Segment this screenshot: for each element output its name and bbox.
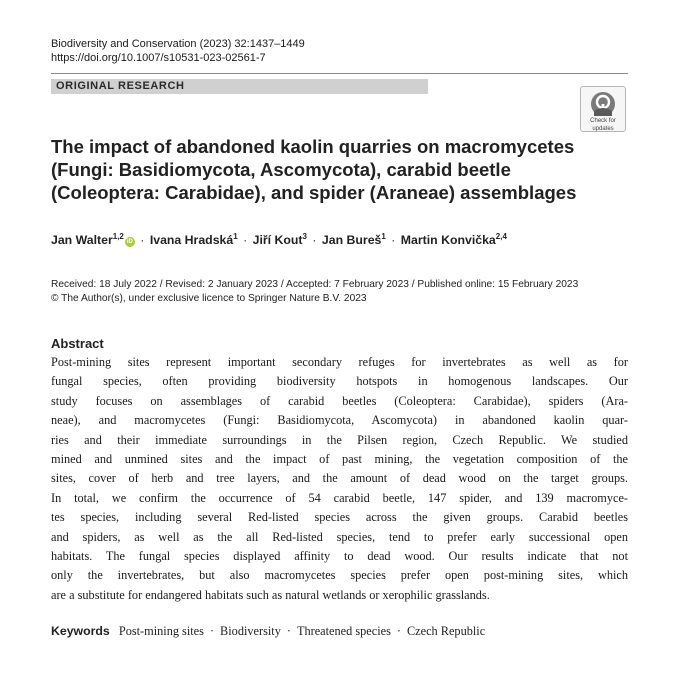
keyword-separator: · xyxy=(209,624,215,638)
title-line: The impact of abandoned kaolin quarries on macromycetes xyxy=(51,136,575,157)
header-rule xyxy=(51,73,628,74)
author-affiliation: 2,4 xyxy=(495,232,507,241)
keywords-row xyxy=(51,624,485,639)
doi-link[interactable]: https://doi.org/10.1007/s10531-023-02561-7 xyxy=(51,52,266,64)
author-separator: · xyxy=(391,233,396,248)
author-separator: · xyxy=(243,233,248,248)
abstract-line: fungal species, often providing biodiversity hotspots in homogenous landscapes. Our xyxy=(51,374,628,389)
copyright-line: © The Author(s), under exclusive licence to Springer Nature B.V. 2023 xyxy=(51,293,367,304)
author-affiliation: 1,2 xyxy=(112,232,124,241)
date-history: Received: 18 July 2022 / Revised: 2 January 2023 / Accepted: 7 February 2023 / Published online: 15 February 2023 xyxy=(51,279,579,290)
title-line: (Fungi: Basidiomycota, Ascomycota), carabid beetle xyxy=(51,159,511,180)
check-for-label: Check for xyxy=(590,118,616,124)
keyword-separator: · xyxy=(286,624,291,638)
keyword[interactable]: Threatened species xyxy=(296,624,391,638)
abstract-line: are a substitute for endangered habitats such as natural wetlands or xerophilic grasslands. xyxy=(51,587,490,602)
abstract-line: habitats. The fungal species displayed affinity to dead wood. Our results indicate that not xyxy=(51,549,628,564)
abstract-body xyxy=(51,353,628,605)
orcid-icon[interactable]: iD xyxy=(126,239,133,246)
abstract-line: Post-mining sites represent important secondary refuges for invertebrates as well as for xyxy=(51,355,628,369)
author-affiliation: 3 xyxy=(302,232,307,241)
abstract-line: ries and their immediate surroundings in the Pilsen region, Czech Republic. We studied xyxy=(51,432,628,447)
journal-citation: Biodiversity and Conservation (2023) 32:1437–1449 xyxy=(51,38,305,50)
abstract-line: In total, we confirm the occurrence of 54 carabid beetle, 147 spider, and 139 macromyce- xyxy=(51,490,628,505)
publication-dates xyxy=(51,278,578,306)
abstract-line: neae), and macromycetes (Fungi: Basidiomycota, Ascomycota) in abandoned kaolin quar- xyxy=(51,413,628,428)
keyword-separator: · xyxy=(396,624,401,638)
abstract-line: and spiders, as well as the all Red-listed species, tend to prefer early successional open xyxy=(51,529,628,544)
keyword[interactable]: Biodiversity xyxy=(220,624,281,638)
keyword[interactable]: Czech Republic xyxy=(406,624,486,638)
abstract-line: sites, cover of herb and tree layers, and the amount of dead wood on the target groups. xyxy=(51,471,628,486)
title-line: (Coleoptera: Carabidae), and spider (Araneae) assemblages xyxy=(51,182,577,203)
article-title xyxy=(51,135,591,204)
author-name[interactable]: Jiří Kout xyxy=(252,233,303,248)
author-separator: · xyxy=(312,233,317,248)
abstract-heading: Abstract xyxy=(51,336,104,351)
abstract-line: study focuses on assemblages of carabid beetles (Coleoptera: Carabidae), spiders (Ara- xyxy=(51,393,628,408)
author-name[interactable]: Jan Walter xyxy=(51,233,113,248)
article-type-bar: ORIGINAL RESEARCH xyxy=(51,79,428,94)
author-list xyxy=(51,232,507,247)
abstract-line: only the invertebrates, but also macromycetes species prefer open post-mining sites, which xyxy=(51,568,628,583)
abstract-line: mined and unmined sites and the impact of past mining, the vegetation composition of the xyxy=(51,452,628,467)
abstract-line: tes species, including several Red-listed species across the given groups. Carabid beetles xyxy=(51,510,628,525)
author-affiliation: 1 xyxy=(381,232,386,241)
author-name[interactable]: Martin Konvička xyxy=(400,233,496,248)
keyword[interactable]: Post-mining sites xyxy=(118,624,204,638)
author-name[interactable]: Jan Bureš xyxy=(321,233,382,248)
keywords-label: Keywords xyxy=(51,624,110,638)
author-name[interactable]: Ivana Hradská xyxy=(149,233,234,248)
check-for-updates-badge[interactable] xyxy=(580,86,626,132)
journal-header xyxy=(51,37,305,65)
updates-label: updates xyxy=(592,125,614,132)
author-affiliation: 1 xyxy=(233,232,238,241)
check-for-updates-icon xyxy=(590,91,616,117)
author-separator: · xyxy=(140,233,145,248)
